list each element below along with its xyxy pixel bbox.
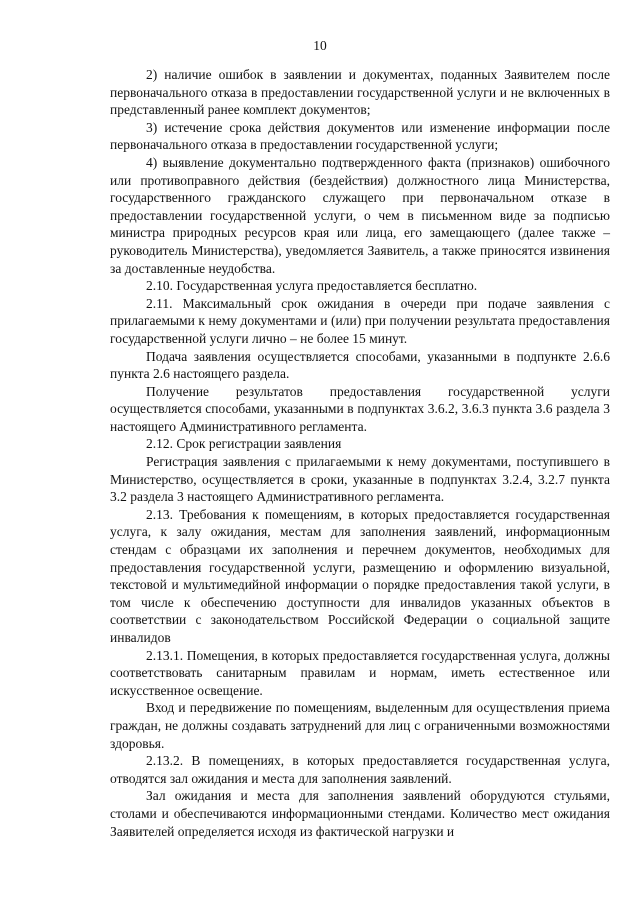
- paragraph: Вход и передвижение по помещениям, выделенным для осуществления приема граждан, не должны создавать затруднений для лиц с ограниченными возможностями здоровья.: [110, 700, 610, 751]
- paragraph: 2.13.2. В помещениях, в которых предоставляется государственная услуга, отводятся зал ожидания и места для заполнения заявлений.: [110, 753, 610, 786]
- paragraph: Регистрация заявления с прилагаемыми к нему документами, поступившего в Министерство, осуществляется в сроки, указанные в подпунктах 3.2.4, 3.2.7 пункта 3.2 раздела 3 настоящего Административного регламента.: [110, 454, 610, 505]
- paragraph: 2.12. Срок регистрации заявления: [146, 436, 342, 452]
- paragraph: 4) выявление документально подтвержденного факта (признаков) ошибочного или противоправного действия (бездействия) должностного лица Министерства, государственного гражданского служащего при первоначальном отказе в предоставлении государственной услуги, о чем в письменном виде за подписью министра природных ресурсов края или лица, его замещающего (далее также – руководитель Министерства), уведомляется Заявитель, а также приносятся извинения за доставленные неудобства.: [110, 154, 610, 276]
- paragraph: Получение результатов предоставления государственной услуги осуществляется способами, указанными в подпунктах 3.6.2, 3.6.3 пункта 3.6 раздела 3 настоящего Административного регламента.: [110, 383, 610, 434]
- page-number: 10: [313, 38, 327, 53]
- paragraph: 2) наличие ошибок в заявлении и документах, поданных Заявителем после первоначального отказа в предоставлении государственной услуги и не включенных в представленный ранее комплект документов;: [110, 67, 610, 118]
- paragraph: 3) истечение срока действия документов или изменение информации после первоначального отказа в предоставлении государственной услуги;: [110, 119, 610, 153]
- paragraph: Подача заявления осуществляется способами, указанными в подпункте 2.6.6 пункта 2.6 настоящего раздела.: [110, 348, 610, 382]
- paragraph: 2.11. Максимальный срок ожидания в очереди при подаче заявления с прилагаемыми к нему документами и (или) при получении результата предоставления государственной услуги лично – не более 15 минут.: [110, 295, 610, 346]
- paragraph: Зал ожидания и места для заполнения заявлений оборудуются стульями, столами и обеспечиваются информационными стендами. Количество мест ожидания Заявителей определяется исходя из фактической нагрузки и: [110, 788, 610, 839]
- document-body: [110, 66, 610, 840]
- paragraph: 2.10. Государственная услуга предоставляется бесплатно.: [146, 278, 478, 294]
- paragraph: 2.13.1. Помещения, в которых предоставляется государственная услуга, должны соответствовать санитарным правилам и нормам, иметь естественное или искусственное освещение.: [110, 647, 610, 698]
- paragraph: 2.13. Требования к помещениям, в которых предоставляется государственная услуга, к залу ожидания, местам для заполнения заявлений, информационным стендам с образцами их заполнения и перечнем документов, необходимых для предоставления государственной услуги, размещению и оформлению визуальной, текстовой и мультимедийной информации о порядке предоставления такой услуги, в том числе к обеспечению доступности для инвалидов указанных объектов в соответствии с законодательством Российской Федерации о социальной защите инвалидов: [110, 506, 610, 645]
